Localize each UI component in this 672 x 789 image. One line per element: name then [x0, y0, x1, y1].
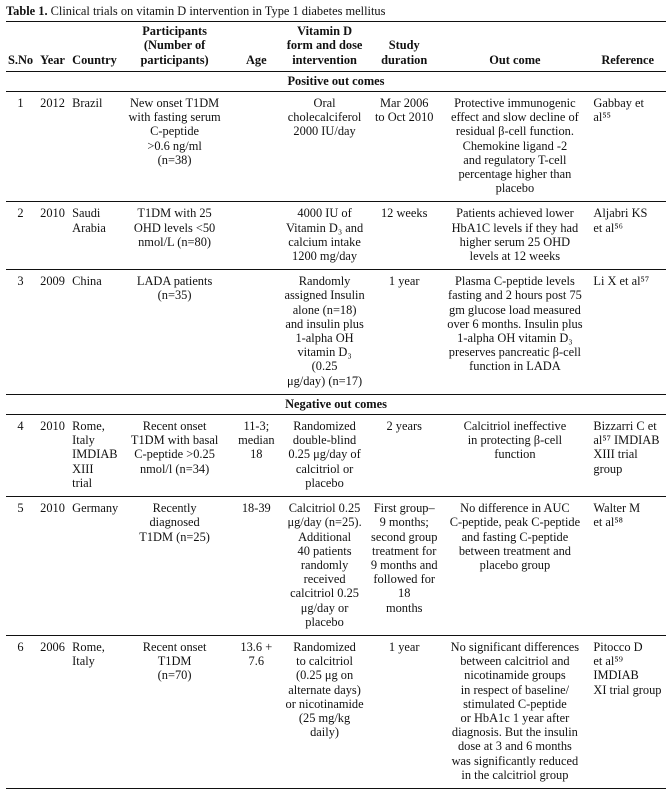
cell-duration: 2 years	[368, 415, 440, 497]
cell-outcome: Plasma C-peptide levels fasting and 2 hours post 75 gm glucose load measured over 6 months. Insulin plus 1-alpha OH vitamin D₃ preserves pancreatic β-cell function in LADA	[440, 270, 589, 395]
cell-reference: Bizzarri C et al⁵⁷ IMDIAB XIII trial group	[589, 415, 666, 497]
header-age: Age	[231, 22, 281, 72]
cell-year: 2010	[35, 202, 70, 270]
cell-reference: Walter M et al⁵⁸	[589, 497, 666, 636]
cell-age	[231, 92, 281, 202]
cell-vitamin: Randomly assigned Insulin alone (n=18) and insulin plus 1-alpha OH vitamin D₃ (0.25 μg/day) (n=17)	[281, 270, 368, 395]
cell-vitamin: Calcitriol 0.25 μg/day (n=25). Additional 40 patients randomly received calcitriol 0.25 μg/day or placebo	[281, 497, 368, 636]
header-duration: Study duration	[368, 22, 440, 72]
cell-reference: Aljabri KS et al⁵⁶	[589, 202, 666, 270]
cell-outcome: No difference in AUC C-peptide, peak C-peptide and fasting C-peptide between treatment and placebo group	[440, 497, 589, 636]
cell-reference: Gabbay et al⁵⁵	[589, 92, 666, 202]
cell-participants: Recent onset T1DM (n=70)	[118, 635, 232, 788]
cell-country: Saudi Arabia	[70, 202, 118, 270]
section-label-negative: Negative out comes	[6, 394, 666, 414]
cell-sno: 6	[6, 635, 35, 788]
cell-age	[231, 202, 281, 270]
section-row-negative	[6, 394, 666, 414]
table-row	[6, 415, 666, 497]
cell-sno: 5	[6, 497, 35, 636]
table-row	[6, 92, 666, 202]
cell-reference: Li X et al⁵⁷	[589, 270, 666, 395]
cell-participants: Recent onset T1DM with basal C-peptide >0.25 nmol/l (n=34)	[118, 415, 232, 497]
cell-participants: LADA patients (n=35)	[118, 270, 232, 395]
cell-participants: Recently diagnosed T1DM (n=25)	[118, 497, 232, 636]
table-caption	[6, 4, 666, 18]
cell-vitamin: Randomized double-blind 0.25 μg/day of calcitriol or placebo	[281, 415, 368, 497]
cell-participants: T1DM with 25 OHD levels <50 nmol/L (n=80)	[118, 202, 232, 270]
table-row	[6, 635, 666, 788]
cell-country: Germany	[70, 497, 118, 636]
cell-year: 2006	[35, 635, 70, 788]
cell-country: Rome, Italy	[70, 635, 118, 788]
cell-sno: 1	[6, 92, 35, 202]
clinical-trials-table	[6, 21, 666, 789]
cell-country: Rome, Italy IMDIAB XIII trial	[70, 415, 118, 497]
table-caption-text: Clinical trials on vitamin D intervention in Type 1 diabetes mellitus	[47, 4, 386, 18]
section-label-positive: Positive out comes	[6, 71, 666, 91]
cell-country: Brazil	[70, 92, 118, 202]
cell-duration: 12 weeks	[368, 202, 440, 270]
cell-participants: New onset T1DM with fasting serum C-peptide >0.6 ng/ml (n=38)	[118, 92, 232, 202]
table-row	[6, 270, 666, 395]
cell-age: 18-39	[231, 497, 281, 636]
section-row-positive	[6, 71, 666, 91]
cell-age: 11-3; median 18	[231, 415, 281, 497]
header-row	[6, 22, 666, 72]
header-vitamin: Vitamin D form and dose intervention	[281, 22, 368, 72]
cell-year: 2009	[35, 270, 70, 395]
table-row	[6, 202, 666, 270]
cell-vitamin: 4000 IU of Vitamin D₃ and calcium intake 1200 mg/day	[281, 202, 368, 270]
table-row	[6, 497, 666, 636]
header-year: Year	[35, 22, 70, 72]
cell-age	[231, 270, 281, 395]
header-reference: Reference	[589, 22, 666, 72]
cell-sno: 4	[6, 415, 35, 497]
header-sno: S.No	[6, 22, 35, 72]
cell-outcome: Protective immunogenic effect and slow decline of residual β-cell function. Chemokine ligand -2 and regulatory T-cell percentage higher than placebo	[440, 92, 589, 202]
table-header	[6, 22, 666, 72]
cell-vitamin: Randomized to calcitriol (0.25 μg on alternate days) or nicotinamide (25 mg/kg daily)	[281, 635, 368, 788]
table-caption-label: Table 1.	[6, 4, 48, 18]
cell-sno: 3	[6, 270, 35, 395]
cell-country: China	[70, 270, 118, 395]
header-participants: Participants (Number of participants)	[118, 22, 232, 72]
cell-duration: 1 year	[368, 270, 440, 395]
cell-year: 2012	[35, 92, 70, 202]
cell-year: 2010	[35, 497, 70, 636]
cell-outcome: Calcitriol ineffective in protecting β-cell function	[440, 415, 589, 497]
cell-outcome: Patients achieved lower HbA1C levels if they had higher serum 25 OHD levels at 12 weeks	[440, 202, 589, 270]
header-outcome: Out come	[440, 22, 589, 72]
cell-age: 13.6 + 7.6	[231, 635, 281, 788]
cell-duration: 1 year	[368, 635, 440, 788]
cell-year: 2010	[35, 415, 70, 497]
cell-sno: 2	[6, 202, 35, 270]
cell-outcome: No significant differences between calcitriol and nicotinamide groups in respect of baseline/ stimulated C-peptide or HbA1c 1 year after diagnosis. But the insulin dose at 3 and 6 months was significantly reduced in the calcitriol group	[440, 635, 589, 788]
cell-duration: Mar 2006 to Oct 2010	[368, 92, 440, 202]
header-country: Country	[70, 22, 118, 72]
cell-reference: Pitocco D et al⁵⁹ IMDIAB XI trial group	[589, 635, 666, 788]
cell-vitamin: Oral cholecalciferol 2000 IU/day	[281, 92, 368, 202]
cell-duration: First group– 9 months; second group treatment for 9 months and followed for 18 months	[368, 497, 440, 636]
